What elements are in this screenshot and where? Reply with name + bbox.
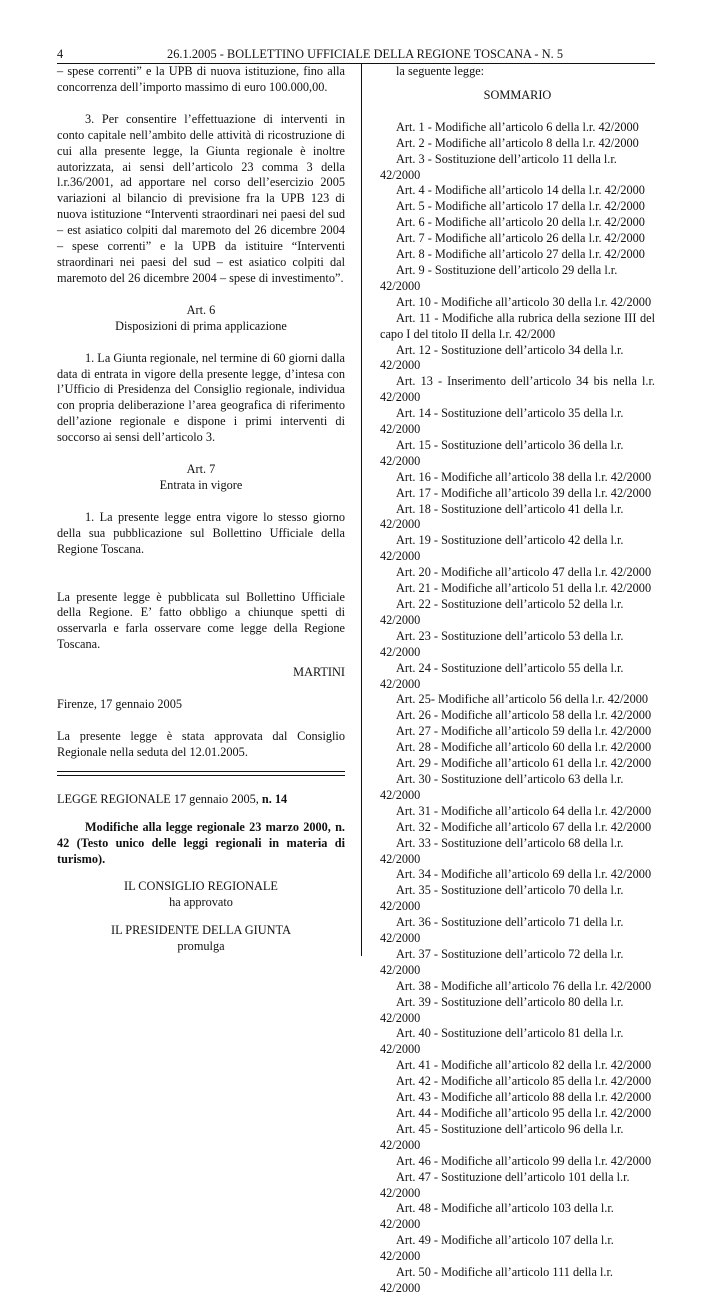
summary-item: Art. 32 - Modifiche all’articolo 67 della l.r. 42/2000 (396, 819, 652, 834)
summary-item: Art. 7 - Modifiche all’articolo 26 della l.r. 42/2000 (396, 231, 645, 246)
summary-item: Art. 48 - Modifiche all’articolo 103 della l.r. 42/2000 (380, 1201, 614, 1232)
summary-item: Art. 21 - Modifiche all’articolo 51 della l.r. 42/2000 (396, 581, 652, 596)
article-7-title: Entrata in vigore (159, 477, 243, 492)
law-title-text: LEGGE REGIONALE 17 gennaio 2005, (57, 791, 262, 806)
column-divider (361, 64, 362, 956)
paragraph-comma-3: 3. Per consentire l’effettuazione di interventi in conto capitale nell’ambito delle attività di ricostruzione di cui alla presente legge, la Giunta regionale è inoltre autorizzata, ai sensi dell’articolo 23 comma 3 della l.r.36/2001, ad apportare nel corso dell’esercizio 2005 variazioni al bilancio di previsione fra la UPB 123 di nuova istituzione “Interventi straordinari nei paesi del sud – est asiatico colpiti dal maremoto del 26 dicembre 2004 – spese correnti” e la UPB da istituire “Interventi straordinari nei paesi del sud – est asiatico colpiti dal maremoto del 26 dicembre 2004 – spese di investimento”. (57, 111, 345, 285)
council-action: ha approvato (169, 895, 233, 910)
summary-item: Art. 18 - Sostituzione dell’articolo 41 della l.r. 42/2000 (380, 501, 624, 532)
summary-item: Art. 37 - Sostituzione dell’articolo 72 della l.r. 42/2000 (380, 946, 624, 977)
law-subject: Modifiche alla legge regionale 23 marzo 2000, n. 42 (Testo unico delle leggi regionali in materia di turismo). (57, 819, 345, 866)
summary-item: Art. 9 - Sostituzione dell’articolo 29 della l.r. 42/2000 (380, 262, 618, 293)
summary-item: Art. 13 - Inserimento dell’articolo 34 bis nella l.r. 42/2000 (380, 374, 655, 405)
summary-item: Art. 42 - Modifiche all’articolo 85 della l.r. 42/2000 (396, 1074, 652, 1089)
summary-item: Art. 22 - Sostituzione dell’articolo 52 della l.r. 42/2000 (380, 597, 624, 627)
law-title (57, 792, 345, 808)
paragraph-continued: – spese correnti” e la UPB di nuova istituzione, fino alla concorrenza dell’importo massimo di euro 100.000,00. (57, 64, 345, 94)
summary-item: Art. 28 - Modifiche all’articolo 60 della l.r. 42/2000 (396, 740, 652, 755)
summary-item: Art. 16 - Modifiche all’articolo 38 della l.r. 42/2000 (396, 469, 652, 484)
summary-item: Art. 23 - Sostituzione dell’articolo 53 della l.r. 42/2000 (380, 628, 624, 659)
president-action: promulga (177, 939, 225, 954)
summary-item: Art. 40 - Sostituzione dell’articolo 81 della l.r. 42/2000 (380, 1026, 624, 1057)
summary-item: Art. 45 - Sostituzione dell’articolo 96 della l.r. 42/2000 (380, 1121, 624, 1152)
law-number: n. 14 (261, 791, 288, 806)
article-7-number: Art. 7 (186, 462, 216, 477)
summary-item: Art. 36 - Sostituzione dell’articolo 71 della l.r. 42/2000 (380, 915, 624, 946)
article-6-title: Disposizioni di prima applicazione (115, 318, 287, 333)
summary-item: Art. 38 - Modifiche all’articolo 76 della l.r. 42/2000 (396, 978, 652, 993)
summary-item: Art. 17 - Modifiche all’articolo 39 della l.r. 42/2000 (396, 485, 652, 500)
intro-line: la seguente legge: (396, 64, 485, 78)
summary-item: Art. 31 - Modifiche all’articolo 64 della l.r. 42/2000 (396, 803, 652, 818)
summary-item: Art. 4 - Modifiche all’articolo 14 della l.r. 42/2000 (396, 183, 645, 198)
summary-item: Art. 15 - Sostituzione dell’articolo 36 della l.r. 42/2000 (380, 437, 624, 468)
summary-item: Art. 35 - Sostituzione dell’articolo 70 della l.r. 42/2000 (380, 883, 624, 914)
summary-item: Art. 8 - Modifiche all’articolo 27 della l.r. 42/2000 (396, 247, 645, 262)
summary-item: Art. 41 - Modifiche all’articolo 82 della l.r. 42/2000 (396, 1058, 652, 1073)
summary-item: Art. 47 - Sostituzione dell’articolo 101 della l.r. 42/2000 (380, 1169, 630, 1200)
summary-item: Art. 6 - Modifiche all’articolo 20 della l.r. 42/2000 (396, 215, 645, 230)
summary-item: Art. 3 - Sostituzione dell’articolo 11 della l.r. 42/2000 (380, 151, 617, 182)
summary-item: Art. 43 - Modifiche all’articolo 88 della l.r. 42/2000 (396, 1090, 652, 1105)
summary-item: Art. 20 - Modifiche all’articolo 47 della l.r. 42/2000 (396, 565, 652, 580)
summary-heading: SOMMARIO (483, 87, 552, 102)
summary-item: Art. 12 - Sostituzione dell’articolo 34 della l.r. 42/2000 (380, 342, 624, 373)
summary-item: Art. 26 - Modifiche all’articolo 58 della l.r. 42/2000 (396, 708, 652, 723)
summary-item: Art. 34 - Modifiche all’articolo 69 della l.r. 42/2000 (396, 867, 652, 882)
signature-date: Firenze, 17 gennaio 2005 (57, 697, 182, 712)
summary-item: Art. 30 - Sostituzione dell’articolo 63 della l.r. 42/2000 (380, 771, 624, 802)
article-6-number: Art. 6 (186, 302, 216, 317)
summary-item: Art. 10 - Modifiche all’articolo 30 della l.r. 42/2000 (396, 294, 652, 309)
approval-notice: La presente legge è stata approvata dal Consiglio Regionale nella seduta del 12.01.2005. (57, 729, 345, 759)
summary-item: Art. 39 - Sostituzione dell’articolo 80 della l.r. 42/2000 (380, 994, 624, 1025)
council-heading: IL CONSIGLIO REGIONALE (124, 879, 278, 894)
summary-item: Art. 24 - Sostituzione dell’articolo 55 della l.r. 42/2000 (380, 660, 624, 691)
left-column (57, 64, 345, 955)
publication-notice: La presente legge è pubblicata sul Bollettino Ufficiale della Regione. E’ fatto obbligo a chiunque spetti di osservarla e farla osservare come legge della Regione Toscana. (57, 589, 345, 652)
summary-item: Art. 33 - Sostituzione dell’articolo 68 della l.r. 42/2000 (380, 835, 624, 866)
president-heading: IL PRESIDENTE DELLA GIUNTA (111, 923, 291, 938)
summary-item: Art. 29 - Modifiche all’articolo 61 della l.r. 42/2000 (396, 756, 652, 771)
summary-item: Art. 44 - Modifiche all’articolo 95 della l.r. 42/2000 (396, 1106, 652, 1120)
summary-item: Art. 2 - Modifiche all’articolo 8 della l.r. 42/2000 (396, 135, 639, 150)
page-header (57, 47, 653, 63)
summary-item: Art. 19 - Sostituzione dell’articolo 42 della l.r. 42/2000 (380, 533, 624, 564)
summary-item: Art. 46 - Modifiche all’articolo 99 della l.r. 42/2000 (396, 1153, 652, 1168)
summary-item: Art. 50 - Modifiche all’articolo 111 della l.r. 42/2000 (380, 1265, 613, 1295)
article-7-paragraph: 1. La presente legge entra vigore lo stesso giorno della sua pubblicazione sul Bollettino Ufficiale della Regione Toscana. (57, 509, 345, 556)
summary-item: Art. 25- Modifiche all’articolo 56 della l.r. 42/2000 (396, 692, 649, 707)
summary-item: Art. 11 - Modifiche alla rubrica della sezione III del capo I del titolo II della l.r. 42/2000 (380, 310, 655, 341)
summary-item: Art. 27 - Modifiche all’articolo 59 della l.r. 42/2000 (396, 724, 652, 739)
summary-list (380, 120, 655, 1297)
summary-item: Art. 5 - Modifiche all’articolo 17 della l.r. 42/2000 (396, 199, 645, 214)
signature: MARTINI (293, 665, 345, 680)
article-6-paragraph: 1. La Giunta regionale, nel termine di 60 giorni dalla data di entrata in vigore della presente legge, d’intesa con l’Ufficio di Presidenza del Consiglio regionale, individua con propria deliberazione l’area geografica di riferimento dell’azione regionale e dispone i primi interventi di soccorso ai sensi dell’articolo 3. (57, 350, 345, 445)
page-number: 4 (57, 47, 64, 61)
right-column (380, 64, 655, 1297)
summary-item: Art. 49 - Modifiche all’articolo 107 della l.r. 42/2000 (380, 1233, 614, 1264)
summary-item: Art. 1 - Modifiche all’articolo 6 della l.r. 42/2000 (396, 119, 639, 134)
bulletin-title: 26.1.2005 - BOLLETTINO UFFICIALE DELLA REGIONE TOSCANA - N. 5 (167, 47, 564, 61)
summary-item: Art. 14 - Sostituzione dell’articolo 35 della l.r. 42/2000 (380, 406, 624, 437)
